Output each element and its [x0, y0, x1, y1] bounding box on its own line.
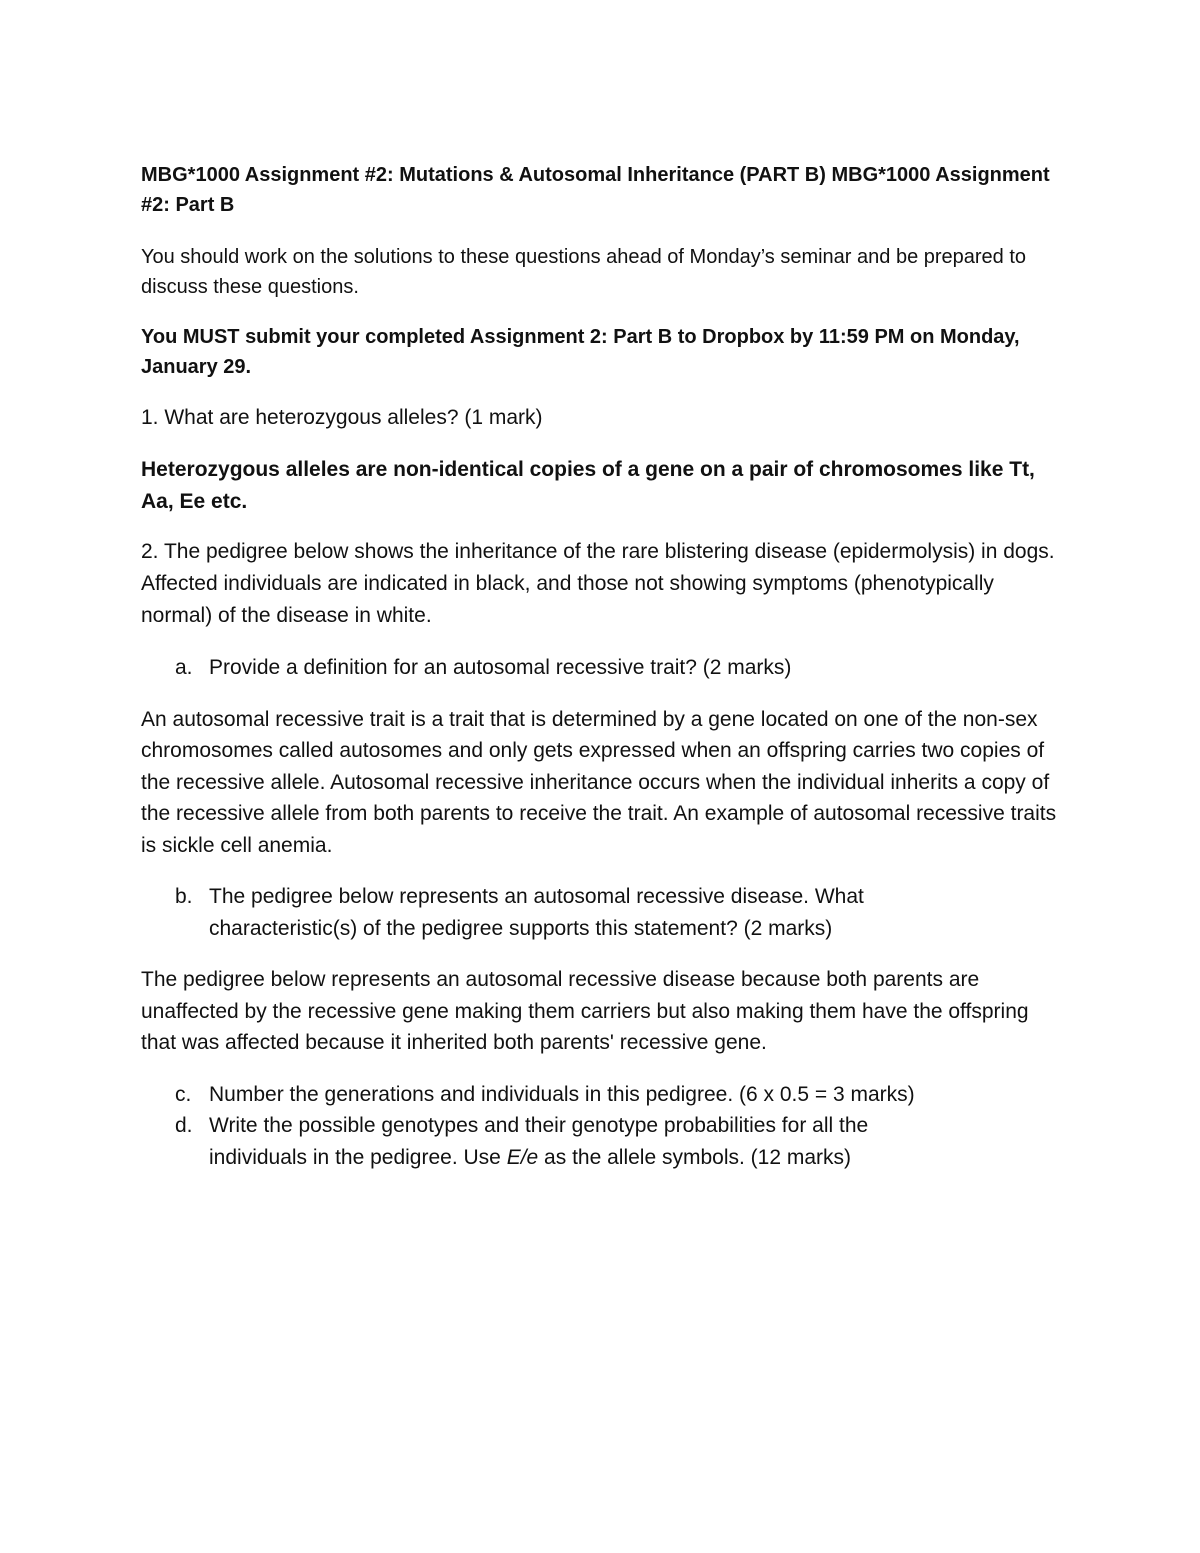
question-2b-letter: b. [175, 885, 193, 908]
question-2d-text-pre: Write the possible genotypes and their genotype probabilities for all the individuals in the pedigree. Use [209, 1114, 869, 1169]
question-2a [141, 652, 1066, 684]
question-2a-letter: a. [175, 656, 193, 679]
question-2d-text [209, 1110, 969, 1173]
question-2c-text: Number the generations and individuals in this pedigree. (6 x 0.5 = 3 marks) [209, 1082, 915, 1106]
document-title: MBG*1000 Assignment #2: Mutations & Autosomal Inheritance (PART B) MBG*1000 Assignment #2: Part B [141, 164, 1050, 216]
question-2b [141, 881, 1066, 944]
question-2d [141, 1110, 1066, 1173]
answer-2a: An autosomal recessive trait is a trait that is determined by a gene located on one of the non-sex chromosomes called autosomes and only gets expressed when an offspring carries two copies of the recessive allele. Autosomal recessive inheritance occurs when the individual inherits a copy of the recessive allele from both parents to receive the trait. An example of autosomal recessive traits is sickle cell anemia. [141, 707, 1057, 857]
answer-1: Heterozygous alleles are non-identical copies of a gene on a pair of chromosomes like Tt, Aa, Ee etc. [141, 458, 1035, 513]
intro-paragraph: You should work on the solutions to these questions ahead of Monday’s seminar and be prepared to discuss these questions. [141, 246, 1027, 298]
question-1: 1. What are heterozygous alleles? (1 mark) [141, 406, 543, 429]
question-2: 2. The pedigree below shows the inheritance of the rare blistering disease (epidermolysis) in dogs. Affected individuals are indicated in black, and those not showing symptoms (phenotypically normal) of the disease in white. [141, 540, 1055, 627]
question-2b-text: The pedigree below represents an autosomal recessive disease. What characteristic(s) of the pedigree supports this statement? (2 marks) [209, 885, 864, 940]
question-2c [141, 1079, 1066, 1111]
question-2d-letter: d. [175, 1114, 193, 1137]
document-page [141, 160, 1066, 1173]
allele-symbols: E/e [506, 1145, 539, 1169]
question-2c-letter: c. [175, 1082, 192, 1106]
question-2d-text-post: as the allele symbols. (12 marks) [538, 1145, 851, 1169]
deadline-notice: You MUST submit your completed Assignment 2: Part B to Dropbox by 11:59 PM on Monday, January 29. [141, 326, 1020, 378]
answer-2b: The pedigree below represents an autosomal recessive disease because both parents are unaffected by the recessive gene making them carriers but also making them have the offspring that was affected because it inherited both parents' recessive gene. [141, 968, 1029, 1054]
question-2a-text: Provide a definition for an autosomal recessive trait? (2 marks) [209, 656, 792, 679]
